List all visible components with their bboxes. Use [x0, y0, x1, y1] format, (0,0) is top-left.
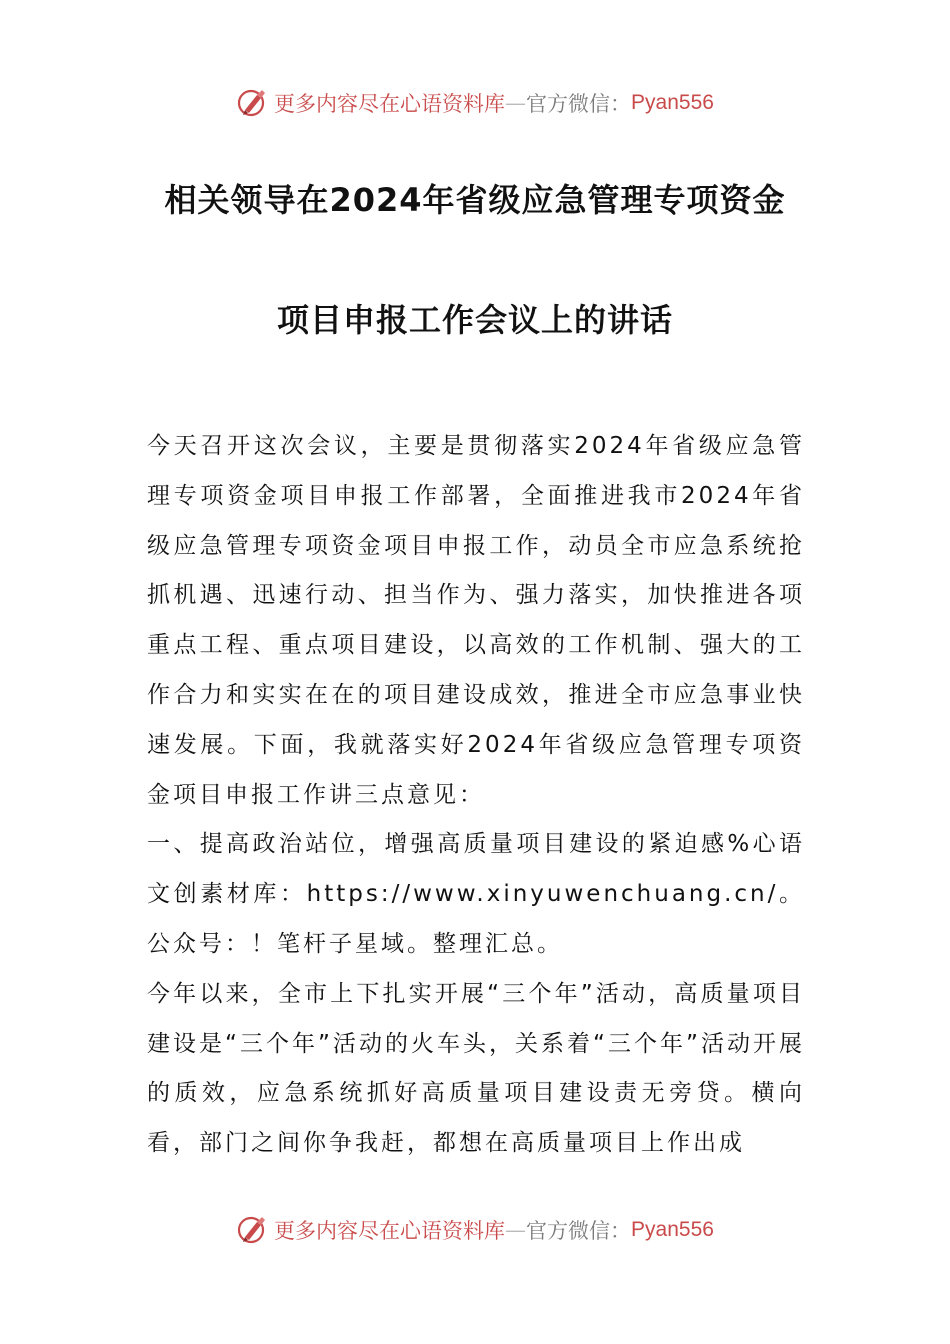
watermark-separator: — — [505, 91, 527, 115]
watermark-label: 官方微信： — [526, 92, 632, 116]
paragraph-section-heading: 一、提高政治站位，增强高质量项目建设的紧迫感%心语文创素材库：https://www.xinyuwenchuang.cn/。公众号：！笔杆子星域。整理汇总。 — [147, 831, 805, 957]
pen-logo-icon — [236, 1213, 270, 1247]
watermark-brand: 更多内容尽在心语资料库 — [274, 92, 506, 116]
footer-watermark — [0, 1210, 950, 1250]
document-title-line1: 相关领导在2024年省级应急管理专项资金 — [164, 181, 786, 219]
watermark-label: 官方微信： — [526, 1219, 632, 1243]
watermark-wechat-id: Pyan556 — [631, 1218, 714, 1241]
document-body — [147, 422, 805, 1169]
pen-logo-icon — [236, 86, 270, 120]
watermark-separator: — — [505, 1218, 527, 1242]
paragraph-intro: 今天召开这次会议，主要是贯彻落实2024年省级应急管理专项资金项目申报工作部署，全面推进我市2024年省级应急管理专项资金项目申报工作，动员全市应急系统抢抓机遇、迅速行动、担当作为、强力落实，加快推进各项重点工程、重点项目建设，以高效的工作机制、强大的工作合力和实实在在的项目建设成效，推进全市应急事业快速发展。下面，我就落实好2024年省级应急管理专项资金项目申报工作讲三点意见： — [147, 433, 805, 808]
document-title-line2: 项目申报工作会议上的讲话 — [276, 301, 673, 339]
header-watermark — [0, 83, 950, 123]
watermark-wechat-id: Pyan556 — [631, 91, 714, 114]
paragraph-context: 今年以来，全市上下扎实开展“三个年”活动，高质量项目建设是“三个年”活动的火车头，关系着“三个年”活动开展的质效，应急系统抓好高质量项目建设责无旁贷。横向看，部门之间你争我赶，都想在高质量项目上作出成 — [147, 980, 805, 1157]
watermark-brand: 更多内容尽在心语资料库 — [274, 1219, 506, 1243]
